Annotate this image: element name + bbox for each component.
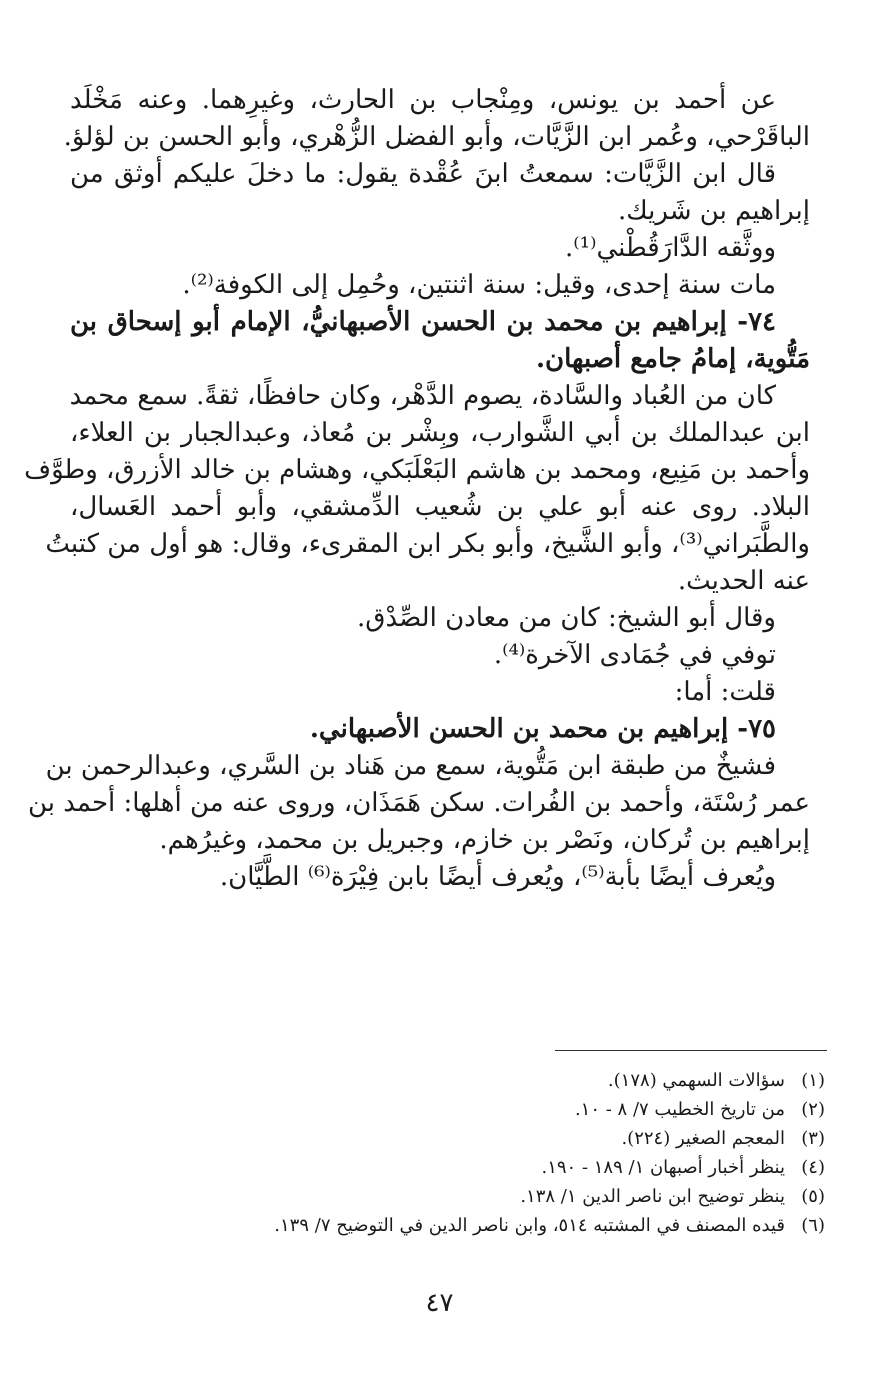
footnote-number: (٢) — [801, 1099, 825, 1120]
text-line: وأحمد بن مَنِيع، ومحمد بن هاشم البَعْلَبَكي، وهشام بن خالد الأزرق، وطوَّف — [24, 455, 810, 485]
text-line: ويُعرف أيضًا بأبة⁽⁵⁾، ويُعرف أيضًا بابن فِيْرَة⁽⁶⁾ الطَّيَّان. — [219, 862, 776, 892]
text-line: كان من العُباد والسَّادة، يصوم الدَّهْر، وكان حافظًا، ثقةً. سمع محمد — [69, 381, 776, 411]
text-line: عنه الحديث. — [677, 566, 810, 596]
footnote-separator — [555, 1050, 827, 1051]
footnote — [185, 1211, 825, 1240]
footnote — [185, 1124, 825, 1153]
text-line: عمر رُسْتَة، وأحمد بن الفُرات. سكن هَمَذَان، وروى عنه من أهلها: أحمد بن — [27, 788, 810, 818]
footnote — [185, 1182, 825, 1211]
text-line: قال ابن الزَّيَّات: سمعتُ ابنَ عُقْدة يقول: ما دخلَ عليكم أوثق من — [70, 159, 776, 189]
footnote-text: المعجم الصغير (٢٢٤). — [621, 1128, 785, 1149]
entry-heading-line: ٧٥- إبراهيم بن محمد بن الحسن الأصبهاني. — [309, 714, 776, 744]
text-line: توفي في جُمَادى الآخرة⁽⁴⁾. — [493, 640, 776, 670]
footnote-number: (٤) — [801, 1157, 825, 1178]
text-line: الباقَرْحي، وعُمر ابن الزَّيَّات، وأبو الفضل الزُّهْري، وأبو الحسن بن لؤلؤ. — [63, 122, 810, 152]
footnote-number: (٦) — [801, 1215, 825, 1236]
text-line: قلت: أما: — [674, 677, 776, 707]
entry-heading-line: مَتُّوية، إمامُ جامع أصبهان. — [535, 344, 810, 374]
text-line: البلاد. روى عنه أبو علي بن شُعيب الدِّمشقي، وأبو أحمد العَسال، — [70, 492, 810, 522]
text-line: فشيخٌ من طبقة ابن مَتُّوية، سمع من هَناد بن السَّري، وعبدالرحمن بن — [45, 751, 776, 781]
entry-heading-line: ٧٤- إبراهيم بن محمد بن الحسن الأصبهانيُّ، الإمام أبو إسحاق بن — [70, 307, 776, 337]
page-number: ٤٧ — [425, 1288, 454, 1318]
footnote-number: (١) — [801, 1070, 825, 1091]
footnote-text: قيده المصنف في المشتبه ٥١٤، وابن ناصر الدين في التوضيح ٧/ ١٣٩. — [274, 1215, 785, 1236]
text-line: ابن عبدالملك بن أبي الشَّوارب، وبِشْر بن مُعاذ، وعبدالجبار بن العلاء، — [70, 418, 810, 448]
footnote-text: من تاريخ الخطيب ٧/ ٨ - ١٠. — [574, 1099, 785, 1120]
footnote-text: ينظر أخبار أصبهان ١/ ١٨٩ - ١٩٠. — [541, 1157, 785, 1178]
text-line: إبراهيم بن تُركان، ونَصْر بن خازم، وجبريل بن محمد، وغيرُهم. — [159, 825, 810, 855]
footnote-text: سؤالات السهمي (١٧٨). — [607, 1070, 785, 1091]
footnote-number: (٥) — [801, 1186, 825, 1207]
text-line: إبراهيم بن شَريك. — [618, 196, 810, 226]
footnote — [185, 1153, 825, 1182]
text-line: وقال أبو الشيخ: كان من معادن الصِّدْق. — [357, 603, 776, 633]
text-line: عن أحمد بن يونس، ومِنْجاب بن الحارث، وغيرِهما. وعنه مَخْلَد — [70, 85, 776, 115]
footnote — [185, 1095, 825, 1124]
text-line: ووثَّقه الدَّارَقُطْني⁽¹⁾. — [564, 233, 776, 263]
footnote-text: ينظر توضيح ابن ناصر الدين ١/ ١٣٨. — [520, 1186, 785, 1207]
text-line: مات سنة إحدى، وقيل: سنة اثنتين، وحُمِل إلى الكوفة⁽²⁾. — [182, 270, 776, 300]
main-text — [24, 82, 810, 896]
footnotes — [185, 1066, 825, 1240]
footnote — [185, 1066, 825, 1095]
footnote-number: (٣) — [801, 1128, 825, 1149]
text-line: والطَّبَراني⁽³⁾، وأبو الشَّيخ، وأبو بكر ابن المقرىء، وقال: هو أول من كتبتُ — [45, 529, 810, 559]
